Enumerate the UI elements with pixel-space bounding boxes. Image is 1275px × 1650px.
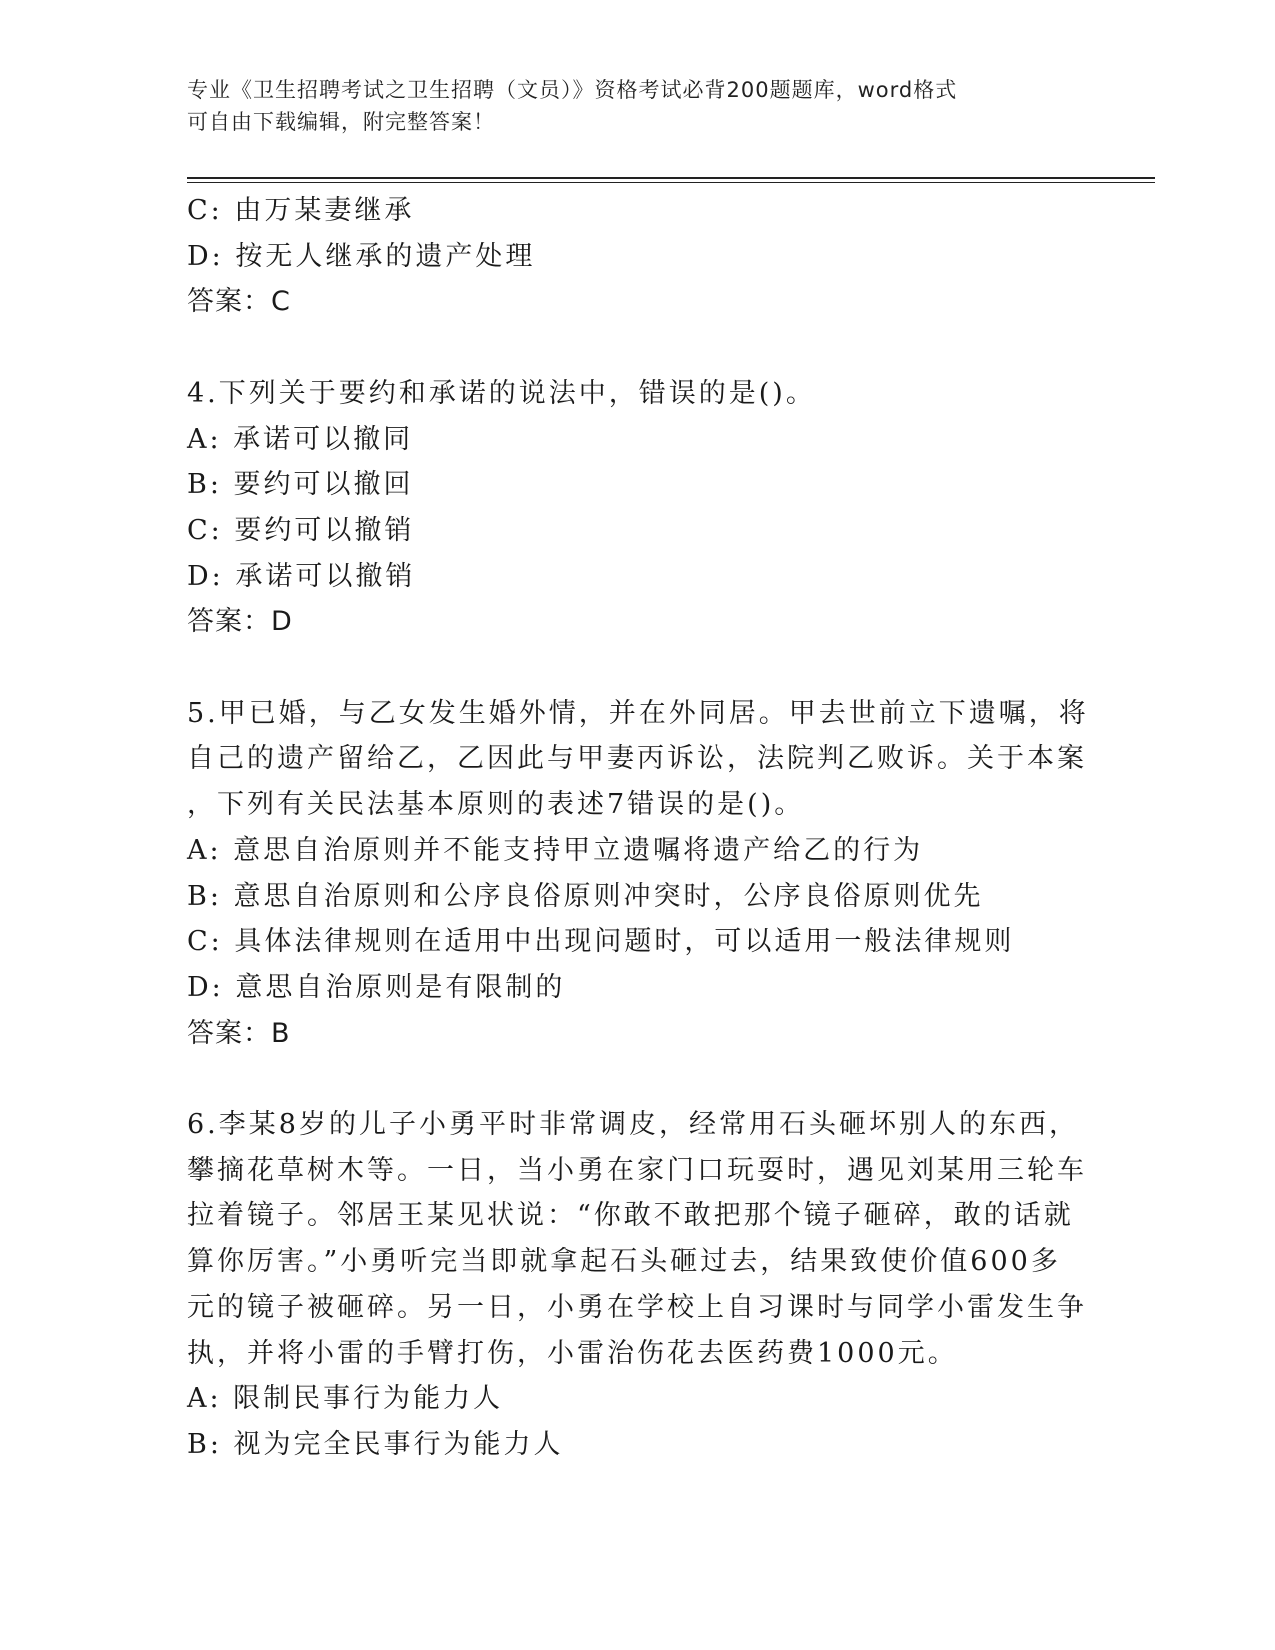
question-stem-line: 拉着镜子。邻居王某见状说：“你敢不敢把那个镜子砸碎，敢的话就 — [187, 1200, 1074, 1232]
question-stem-line: 6.李某8岁的儿子小勇平时非常调皮，经常用石头砸坏别人的东西， — [187, 1109, 1079, 1141]
question-spacer — [187, 1056, 1067, 1102]
question-list — [187, 188, 1089, 1468]
header-divider-thin — [187, 182, 1155, 183]
question-5 — [187, 691, 1089, 1057]
question-stem-line: 5.甲已婚，与乙女发生婚外情，并在外同居。甲去世前立下遗嘱，将 — [187, 697, 1089, 729]
option-c: C: 具体法律规则在适用中出现问题时，可以适用一般法律规则 — [187, 926, 1015, 958]
answer-label: 答案：C — [187, 286, 291, 318]
question-spacer — [187, 325, 1067, 371]
option-b: B: 视为完全民事行为能力人 — [187, 1428, 564, 1460]
document-header — [187, 74, 1067, 138]
question-stem-line: ，下列有关民法基本原则的表述7错误的是()。 — [187, 789, 805, 821]
question-stem-line: 算你厉害。”小勇听完当即就拿起石头砸过去，结果致使价值600多 — [187, 1246, 1061, 1278]
option-d: D: 意思自治原则是有限制的 — [187, 971, 566, 1003]
option-a: A: 承诺可以撤同 — [187, 423, 414, 455]
question-stem-line: 元的镜子被砸碎。另一日，小勇在学校上自习课时与同学小雷发生争 — [187, 1291, 1087, 1323]
question-3-tail — [187, 188, 1067, 325]
option-d: D: 承诺可以撤销 — [187, 560, 416, 592]
answer-label: 答案：B — [187, 1017, 291, 1049]
answer-label: 答案：D — [187, 606, 293, 638]
option-a: A: 限制民事行为能力人 — [187, 1383, 504, 1415]
question-4 — [187, 371, 1067, 645]
question-stem-line: 执，并将小雷的手臂打伤，小雷治伤花去医药费1000元。 — [187, 1337, 958, 1369]
option-c: C: 要约可以撤销 — [187, 514, 415, 546]
option-b: B: 要约可以撤回 — [187, 469, 414, 501]
question-stem-line: 自己的遗产留给乙，乙因此与甲妻丙诉讼，法院判乙败诉。关于本案 — [187, 743, 1087, 775]
option-a: A: 意思自治原则并不能支持甲立遗嘱将遗产给乙的行为 — [187, 834, 924, 866]
header-divider-thick — [187, 177, 1155, 179]
header-title-line-1: 专业《卫生招聘考试之卫生招聘（文员）》资格考试必背200题题库，word格式 — [187, 78, 958, 102]
option-d: D: 按无人继承的遗产处理 — [187, 240, 536, 272]
question-6 — [187, 1102, 1087, 1468]
question-stem-line: 攀摘花草树木等。一日，当小勇在家门口玩耍时，遇见刘某用三轮车 — [187, 1154, 1087, 1186]
header-title-line-2: 可自由下载编辑，附完整答案！ — [187, 110, 495, 134]
question-stem: 4.下列关于要约和承诺的说法中，错误的是()。 — [187, 377, 816, 409]
question-spacer — [187, 645, 1067, 691]
option-c: C: 由万某妻继承 — [187, 195, 415, 226]
option-b: B: 意思自治原则和公序良俗原则冲突时，公序良俗原则优先 — [187, 880, 984, 912]
